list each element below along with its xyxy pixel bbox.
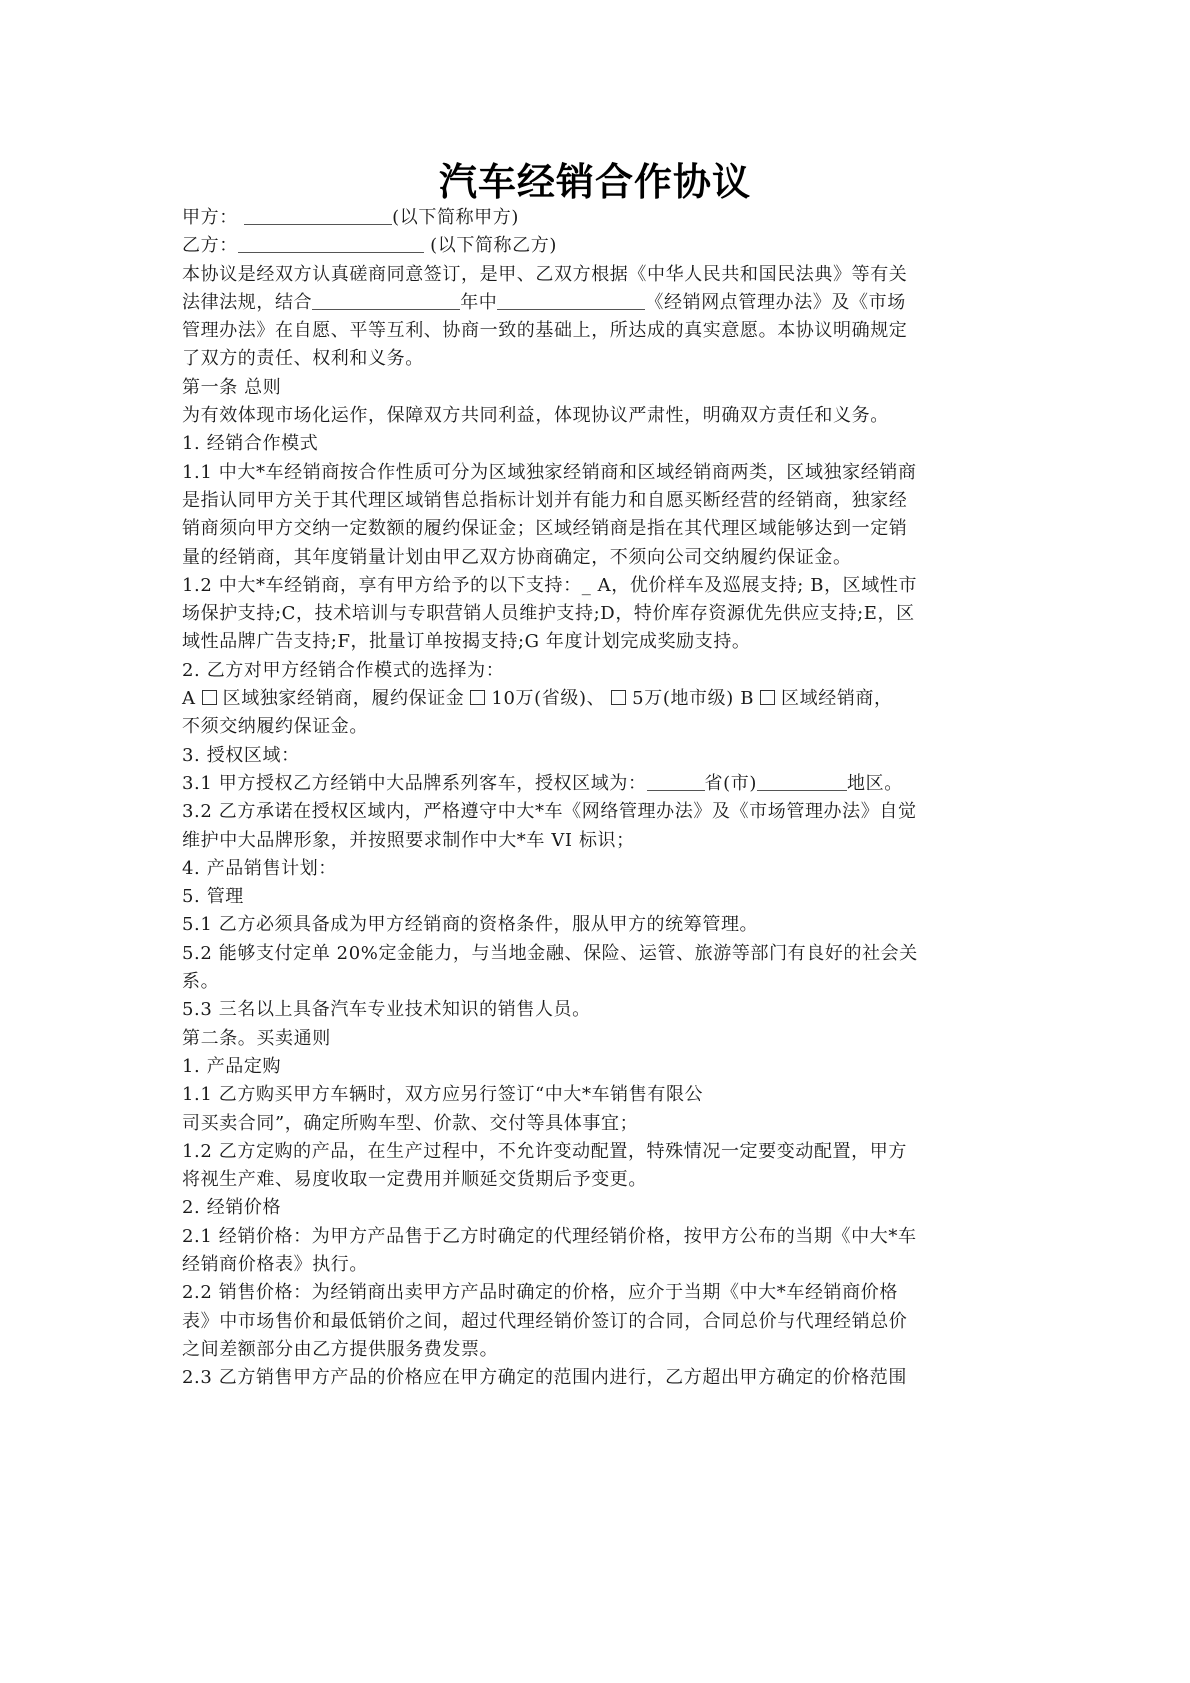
party-b-suffix: (以下简称乙方) <box>423 235 557 257</box>
clause-line: 1.2 乙方定购的产品，在生产过程中，不允许变动配置，特殊情况一定要变动配置，甲方 <box>182 1140 907 1162</box>
checkbox-regional-dealer[interactable] <box>760 690 775 705</box>
clause-line: 是指认同甲方关于其代理区域销售总指标计划并有能力和自愿买断经营的经销商，独家经 <box>182 489 908 511</box>
party-b-blank[interactable] <box>238 234 424 253</box>
document-body <box>182 204 1022 1392</box>
district-blank[interactable] <box>757 772 847 791</box>
section-heading: 3. 授权区域： <box>182 744 300 766</box>
preamble-line: 法律法规，结合 年中 《经销网点管理办法》及《市场 <box>182 291 906 313</box>
clause-line: 系。 <box>182 971 220 993</box>
clause-line: 司买卖合同”，确定所购车型、价款、交付等具体事宜； <box>182 1112 639 1134</box>
clause-line: 不须交纳履约保证金。 <box>182 716 368 738</box>
clause-line: 2.1 经销价格：为甲方产品售于乙方时确定的代理经销价格，按甲方公布的当期《中大*车 <box>182 1225 917 1247</box>
checkbox-exclusive-dealer[interactable] <box>202 690 217 705</box>
province-blank[interactable] <box>647 772 705 791</box>
party-b-line <box>182 232 1022 260</box>
authorized-region-line: 3.1 甲方授权乙方经销中大品牌系列客车，授权区域为： 省(市) 地区。 <box>182 772 903 794</box>
preamble-line: 本协议是经双方认真磋商同意签订，是甲、乙双方根据《中华人民共和国民法典》等有关 <box>182 263 908 285</box>
clause-line: 维护中大品牌形象，并按照要求制作中大*车 VI 标识； <box>182 829 635 851</box>
checkbox-deposit-provincial[interactable] <box>470 690 485 705</box>
section-heading: 1. 经销合作模式 <box>182 433 319 455</box>
clause-line: 域性品牌广告支持;F，批量订单按揭支持;G 年度计划完成奖励支持。 <box>182 631 751 653</box>
party-a-line <box>182 204 1022 232</box>
clause-line: 2.2 销售价格：为经销商出卖甲方产品时确定的价格，应介于当期《中大*车经销商价格 <box>182 1282 898 1304</box>
clause-line: 2.3 乙方销售甲方产品的价格应在甲方确定的范围内进行，乙方超出甲方确定的价格范围 <box>182 1367 907 1389</box>
clause-line: 将视生产难、易度收取一定费用并顺延交货期后予变更。 <box>182 1169 647 1191</box>
preamble-line: 管理办法》在自愿、平等互利、协商一致的基础上，所达成的真实意愿。本协议明确规定 <box>182 320 908 342</box>
section-heading: 2. 乙方对甲方经销合作模式的选择为： <box>182 659 505 681</box>
article-1-intro: 为有效体现市场化运作，保障双方共同利益，体现协议严肃性，明确双方责任和义务。 <box>182 405 889 427</box>
clause-line: 量的经销商，其年度销量计划由甲乙双方协商确定，不须向公司交纳履约保证金。 <box>182 546 852 568</box>
clause-line: 1.1 乙方购买甲方车辆时，双方应另行签订“中大*车销售有限公 <box>182 1084 704 1106</box>
article-1-heading: 第一条 总则 <box>182 376 282 398</box>
year-blank[interactable] <box>312 291 460 310</box>
section-heading: 1. 产品定购 <box>182 1055 282 1077</box>
checkbox-deposit-city[interactable] <box>611 690 626 705</box>
party-a-blank[interactable] <box>244 206 392 225</box>
clause-line: 3.2 乙方承诺在授权区域内，严格遵守中大*车《网络管理办法》及《市场管理办法》自觉 <box>182 801 917 823</box>
party-b-label: 乙方： <box>182 235 238 257</box>
clause-line: 5.1 乙方必须具备成为甲方经销商的资格条件，服从甲方的统筹管理。 <box>182 914 759 936</box>
section-heading: 4. 产品销售计划： <box>182 857 337 879</box>
mode-options-line: A 区域独家经销商，履约保证金 10万(省级)、 5万(地市级) B 区域经销商， <box>182 688 893 710</box>
party-a-suffix: (以下简称甲方) <box>392 207 519 228</box>
section-heading: 2. 经销价格 <box>182 1197 282 1219</box>
section-heading: 5. 管理 <box>182 886 244 908</box>
clause-line: 经销商价格表》执行。 <box>182 1253 368 1275</box>
clause-line: 之间差额部分由乙方提供服务费发票。 <box>182 1338 499 1360</box>
clause-line: 1.1 中大*车经销商按合作性质可分为区域独家经销商和区域经销商两类，区域独家经销商 <box>182 461 917 483</box>
document-title: 汽车经销合作协议 <box>438 160 751 204</box>
document-name-blank[interactable] <box>497 291 645 310</box>
clause-line: 场保护支持;C，技术培训与专职营销人员维护支持;D，特价库存资源优先供应支持;E，区 <box>182 603 915 625</box>
article-2-heading: 第二条。买卖通则 <box>182 1027 331 1049</box>
preamble-line: 了双方的责任、权利和义务。 <box>182 348 424 370</box>
clause-line: 5.3 三名以上具备汽车专业技术知识的销售人员。 <box>182 999 591 1021</box>
clause-line: 5.2 能够支付定单 20%定金能力，与当地金融、保险、运管、旅游等部门有良好的社会关 <box>182 942 918 964</box>
party-a-label: 甲方： <box>182 207 238 228</box>
clause-line: 表》中市场售价和最低销价之间，超过代理经销价签订的合同，合同总价与代理经销总价 <box>182 1310 908 1332</box>
clause-line: 1.2 中大*车经销商，享有甲方给予的以下支持：_ A，优价样车及巡展支持; B，区域性市 <box>182 574 918 596</box>
clause-line: 销商须向甲方交纳一定数额的履约保证金；区域经销商是指在其代理区域能够达到一定销 <box>182 518 908 540</box>
